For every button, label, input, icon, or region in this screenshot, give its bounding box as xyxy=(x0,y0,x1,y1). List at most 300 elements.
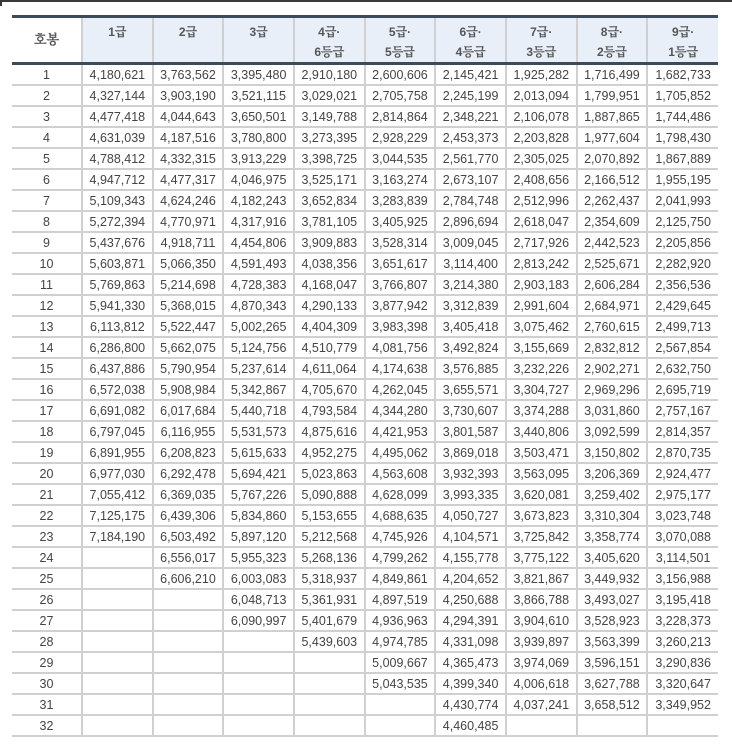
salary-cell: 4,974,785 xyxy=(365,631,436,652)
salary-cell: 5,268,136 xyxy=(294,547,365,568)
salary-cell: 3,939,897 xyxy=(506,631,577,652)
salary-cell: 3,029,021 xyxy=(294,85,365,106)
step-number-cell: 15 xyxy=(12,358,82,379)
salary-cell: 2,673,107 xyxy=(435,169,506,190)
header-label-line2: 5등급 xyxy=(385,45,415,59)
salary-cell xyxy=(153,673,224,694)
step-number-cell: 12 xyxy=(12,295,82,316)
salary-cell: 3,214,380 xyxy=(435,274,506,295)
table-row xyxy=(12,190,718,211)
salary-cell: 4,104,571 xyxy=(435,526,506,547)
step-number-cell: 9 xyxy=(12,232,82,253)
table-row xyxy=(12,127,718,148)
salary-cell: 4,745,926 xyxy=(365,526,436,547)
salary-cell xyxy=(294,673,365,694)
salary-cell: 2,203,828 xyxy=(506,127,577,148)
salary-cell: 4,182,243 xyxy=(223,190,294,211)
table-row xyxy=(12,400,718,421)
salary-cell: 5,694,421 xyxy=(223,463,294,484)
salary-cell: 2,429,645 xyxy=(647,295,718,316)
salary-cell xyxy=(365,715,436,736)
salary-cell: 6,113,812 xyxy=(82,316,153,337)
salary-cell xyxy=(82,568,153,589)
salary-cell: 3,993,335 xyxy=(435,484,506,505)
step-number-cell: 18 xyxy=(12,421,82,442)
salary-cell: 1,682,733 xyxy=(647,64,718,86)
salary-cell: 6,292,478 xyxy=(153,463,224,484)
salary-cell: 3,395,480 xyxy=(223,64,294,86)
salary-cell: 3,440,806 xyxy=(506,421,577,442)
step-number-cell: 23 xyxy=(12,526,82,547)
salary-cell: 4,477,418 xyxy=(82,106,153,127)
salary-cell: 3,206,369 xyxy=(577,463,648,484)
salary-cell xyxy=(647,715,718,736)
header-label-line1: 2급 xyxy=(178,25,198,39)
salary-cell: 4,046,975 xyxy=(223,169,294,190)
salary-cell: 6,048,713 xyxy=(223,589,294,610)
salary-cell: 2,832,812 xyxy=(577,337,648,358)
page-left-border xyxy=(0,0,2,6)
salary-cell: 3,156,988 xyxy=(647,568,718,589)
salary-cell: 3,009,045 xyxy=(435,232,506,253)
salary-cell: 5,043,535 xyxy=(365,673,436,694)
salary-cell: 6,116,955 xyxy=(153,421,224,442)
salary-cell: 3,405,418 xyxy=(435,316,506,337)
salary-cell: 4,591,493 xyxy=(223,253,294,274)
header-grade-6 xyxy=(435,17,506,64)
step-number-cell: 10 xyxy=(12,253,82,274)
salary-cell: 3,650,501 xyxy=(223,106,294,127)
salary-cell: 7,055,412 xyxy=(82,484,153,505)
step-number-cell: 14 xyxy=(12,337,82,358)
salary-cell: 6,797,045 xyxy=(82,421,153,442)
salary-cell: 3,503,471 xyxy=(506,442,577,463)
salary-cell: 5,066,350 xyxy=(153,253,224,274)
salary-cell: 1,798,430 xyxy=(647,127,718,148)
salary-cell: 2,814,864 xyxy=(365,106,436,127)
header-grade-8 xyxy=(577,17,648,64)
salary-cell: 5,603,871 xyxy=(82,253,153,274)
salary-cell xyxy=(223,715,294,736)
salary-cell: 5,272,394 xyxy=(82,211,153,232)
salary-cell xyxy=(82,673,153,694)
table-row xyxy=(12,274,718,295)
salary-cell: 6,003,083 xyxy=(223,568,294,589)
header-row xyxy=(12,17,718,64)
salary-table xyxy=(12,15,718,737)
salary-cell: 3,525,171 xyxy=(294,169,365,190)
salary-cell: 3,801,587 xyxy=(435,421,506,442)
salary-cell: 3,903,190 xyxy=(153,85,224,106)
salary-cell: 5,615,633 xyxy=(223,442,294,463)
header-label-line1: 5급· xyxy=(388,25,412,39)
step-number-cell: 21 xyxy=(12,484,82,505)
salary-cell: 2,041,993 xyxy=(647,190,718,211)
header-label-line1: 3급 xyxy=(249,25,268,39)
salary-cell: 2,910,180 xyxy=(294,64,365,86)
salary-cell: 6,977,030 xyxy=(82,463,153,484)
table-row xyxy=(12,106,718,127)
salary-cell: 4,332,315 xyxy=(153,148,224,169)
table-row xyxy=(12,505,718,526)
salary-cell: 7,125,175 xyxy=(82,505,153,526)
salary-cell: 5,124,756 xyxy=(223,337,294,358)
salary-cell: 3,528,923 xyxy=(577,610,648,631)
salary-cell: 2,245,199 xyxy=(435,85,506,106)
salary-cell: 2,561,770 xyxy=(435,148,506,169)
table-row xyxy=(12,358,718,379)
salary-cell: 3,766,807 xyxy=(365,274,436,295)
salary-cell xyxy=(153,631,224,652)
salary-cell: 2,262,437 xyxy=(577,190,648,211)
salary-cell: 3,398,725 xyxy=(294,148,365,169)
salary-cell: 4,294,391 xyxy=(435,610,506,631)
salary-cell: 4,421,953 xyxy=(365,421,436,442)
header-label-line1: 8급· xyxy=(600,25,624,39)
salary-cell: 2,632,750 xyxy=(647,358,718,379)
salary-cell: 3,070,088 xyxy=(647,526,718,547)
header-grade-5 xyxy=(365,17,436,64)
salary-cell: 5,361,931 xyxy=(294,589,365,610)
salary-cell: 6,437,886 xyxy=(82,358,153,379)
salary-cell: 2,125,750 xyxy=(647,211,718,232)
header-label-line2: 6등급 xyxy=(314,45,345,59)
salary-cell: 6,691,082 xyxy=(82,400,153,421)
header-label-line1: 9급· xyxy=(671,25,695,39)
salary-cell: 4,365,473 xyxy=(435,652,506,673)
salary-cell: 4,187,516 xyxy=(153,127,224,148)
salary-cell: 3,730,607 xyxy=(435,400,506,421)
salary-cell: 5,214,698 xyxy=(153,274,224,295)
salary-cell: 4,174,638 xyxy=(365,358,436,379)
salary-cell: 2,924,477 xyxy=(647,463,718,484)
salary-cell: 4,262,045 xyxy=(365,379,436,400)
header-label-line1: 4급· xyxy=(318,25,341,39)
salary-cell: 5,002,265 xyxy=(223,316,294,337)
table-row xyxy=(12,568,718,589)
salary-cell: 3,260,213 xyxy=(647,631,718,652)
salary-cell: 4,793,584 xyxy=(294,400,365,421)
salary-cell: 2,969,296 xyxy=(577,379,648,400)
salary-cell: 5,023,863 xyxy=(294,463,365,484)
salary-cell xyxy=(223,694,294,715)
salary-cell: 5,368,015 xyxy=(153,295,224,316)
salary-cell: 7,184,190 xyxy=(82,526,153,547)
salary-cell: 4,180,621 xyxy=(82,64,153,86)
salary-cell: 5,531,573 xyxy=(223,421,294,442)
salary-cell: 2,975,177 xyxy=(647,484,718,505)
table-row xyxy=(12,673,718,694)
salary-cell: 4,204,652 xyxy=(435,568,506,589)
salary-cell: 4,399,340 xyxy=(435,673,506,694)
header-grade-1 xyxy=(82,17,153,64)
salary-cell: 6,556,017 xyxy=(153,547,224,568)
header-label-line2: 4등급 xyxy=(455,45,486,59)
salary-cell: 4,344,280 xyxy=(365,400,436,421)
salary-cell: 3,763,562 xyxy=(153,64,224,86)
salary-cell: 5,440,718 xyxy=(223,400,294,421)
table-row xyxy=(12,589,718,610)
salary-cell: 4,611,064 xyxy=(294,358,365,379)
salary-cell: 3,374,288 xyxy=(506,400,577,421)
table-row xyxy=(12,316,718,337)
salary-cell xyxy=(294,715,365,736)
header-label-line2: 1등급 xyxy=(668,45,699,59)
salary-cell: 3,651,617 xyxy=(365,253,436,274)
salary-cell xyxy=(506,715,577,736)
table-row xyxy=(12,547,718,568)
salary-cell: 2,760,615 xyxy=(577,316,648,337)
salary-cell: 5,767,226 xyxy=(223,484,294,505)
header-label-line1: 6급· xyxy=(459,25,482,39)
salary-cell: 3,725,842 xyxy=(506,526,577,547)
salary-cell: 3,114,501 xyxy=(647,547,718,568)
salary-cell: 3,405,925 xyxy=(365,211,436,232)
table-row xyxy=(12,85,718,106)
salary-cell: 3,312,839 xyxy=(435,295,506,316)
step-number-cell: 24 xyxy=(12,547,82,568)
salary-cell: 2,205,856 xyxy=(647,232,718,253)
salary-cell: 3,155,669 xyxy=(506,337,577,358)
table-body xyxy=(12,64,718,737)
salary-cell: 2,991,604 xyxy=(506,295,577,316)
table-row xyxy=(12,64,718,86)
salary-cell: 1,887,865 xyxy=(577,106,648,127)
step-number-cell: 22 xyxy=(12,505,82,526)
salary-cell: 4,875,616 xyxy=(294,421,365,442)
salary-cell: 2,903,183 xyxy=(506,274,577,295)
salary-cell: 4,705,670 xyxy=(294,379,365,400)
step-number-cell: 1 xyxy=(12,64,82,86)
salary-cell: 3,290,836 xyxy=(647,652,718,673)
step-number-cell: 30 xyxy=(12,673,82,694)
salary-cell: 2,453,373 xyxy=(435,127,506,148)
step-number-cell: 4 xyxy=(12,127,82,148)
salary-cell: 4,563,608 xyxy=(365,463,436,484)
salary-cell: 3,349,952 xyxy=(647,694,718,715)
salary-cell: 3,358,774 xyxy=(577,526,648,547)
salary-cell: 3,283,839 xyxy=(365,190,436,211)
salary-cell: 4,044,643 xyxy=(153,106,224,127)
salary-cell: 5,153,655 xyxy=(294,505,365,526)
table-row xyxy=(12,694,718,715)
header-grade-7 xyxy=(506,17,577,64)
salary-cell: 4,317,916 xyxy=(223,211,294,232)
step-number-cell: 17 xyxy=(12,400,82,421)
salary-cell: 1,716,499 xyxy=(577,64,648,86)
salary-cell: 1,867,889 xyxy=(647,148,718,169)
salary-cell: 3,273,395 xyxy=(294,127,365,148)
step-number-cell: 2 xyxy=(12,85,82,106)
salary-cell xyxy=(82,610,153,631)
salary-cell: 3,866,788 xyxy=(506,589,577,610)
salary-cell: 4,510,779 xyxy=(294,337,365,358)
salary-cell: 2,695,719 xyxy=(647,379,718,400)
salary-cell: 2,282,920 xyxy=(647,253,718,274)
salary-cell: 3,228,373 xyxy=(647,610,718,631)
header-label-line2: 2등급 xyxy=(596,45,627,59)
step-number-cell: 6 xyxy=(12,169,82,190)
salary-cell: 6,286,800 xyxy=(82,337,153,358)
salary-cell: 5,522,447 xyxy=(153,316,224,337)
salary-cell: 5,109,343 xyxy=(82,190,153,211)
salary-cell: 2,606,284 xyxy=(577,274,648,295)
salary-cell: 3,449,932 xyxy=(577,568,648,589)
table-header xyxy=(12,17,718,64)
salary-cell: 4,897,519 xyxy=(365,589,436,610)
salary-cell: 5,769,863 xyxy=(82,274,153,295)
salary-cell: 3,031,860 xyxy=(577,400,648,421)
salary-cell: 2,928,229 xyxy=(365,127,436,148)
salary-cell: 3,655,571 xyxy=(435,379,506,400)
salary-cell: 3,596,151 xyxy=(577,652,648,673)
salary-cell: 4,628,099 xyxy=(365,484,436,505)
header-label-line1: 호봉 xyxy=(33,32,60,47)
salary-cell: 3,023,748 xyxy=(647,505,718,526)
salary-cell: 5,834,860 xyxy=(223,505,294,526)
salary-cell: 1,799,951 xyxy=(577,85,648,106)
salary-cell: 6,891,955 xyxy=(82,442,153,463)
salary-cell: 6,503,492 xyxy=(153,526,224,547)
table-row xyxy=(12,337,718,358)
salary-cell xyxy=(153,715,224,736)
table-row xyxy=(12,211,718,232)
salary-cell xyxy=(82,694,153,715)
table-row xyxy=(12,421,718,442)
table-row xyxy=(12,442,718,463)
salary-cell: 2,013,094 xyxy=(506,85,577,106)
salary-cell: 2,499,713 xyxy=(647,316,718,337)
salary-cell xyxy=(577,715,648,736)
salary-cell: 3,320,647 xyxy=(647,673,718,694)
salary-cell: 2,618,047 xyxy=(506,211,577,232)
header-label-line1: 1급 xyxy=(108,25,127,39)
salary-cell: 6,572,038 xyxy=(82,379,153,400)
step-number-cell: 8 xyxy=(12,211,82,232)
salary-cell: 4,799,262 xyxy=(365,547,436,568)
salary-cell: 5,941,330 xyxy=(82,295,153,316)
step-number-cell: 28 xyxy=(12,631,82,652)
salary-cell: 3,909,883 xyxy=(294,232,365,253)
step-number-cell: 27 xyxy=(12,610,82,631)
step-number-cell: 7 xyxy=(12,190,82,211)
table-row xyxy=(12,526,718,547)
salary-cell: 3,563,095 xyxy=(506,463,577,484)
table-row xyxy=(12,295,718,316)
salary-cell: 4,290,133 xyxy=(294,295,365,316)
salary-cell: 4,050,727 xyxy=(435,505,506,526)
step-number-cell: 32 xyxy=(12,715,82,736)
salary-cell: 3,673,823 xyxy=(506,505,577,526)
salary-cell: 2,408,656 xyxy=(506,169,577,190)
salary-cell: 2,870,735 xyxy=(647,442,718,463)
salary-cell: 5,342,867 xyxy=(223,379,294,400)
table-row xyxy=(12,484,718,505)
salary-cell: 3,652,834 xyxy=(294,190,365,211)
salary-cell: 3,075,462 xyxy=(506,316,577,337)
salary-cell: 4,788,412 xyxy=(82,148,153,169)
salary-cell: 3,781,105 xyxy=(294,211,365,232)
salary-cell: 4,006,618 xyxy=(506,673,577,694)
salary-cell: 1,925,282 xyxy=(506,64,577,86)
salary-cell: 4,936,963 xyxy=(365,610,436,631)
salary-cell: 4,081,756 xyxy=(365,337,436,358)
salary-cell: 3,149,788 xyxy=(294,106,365,127)
salary-cell: 6,606,210 xyxy=(153,568,224,589)
table-row xyxy=(12,652,718,673)
salary-cell: 2,600,606 xyxy=(365,64,436,86)
salary-cell: 2,757,167 xyxy=(647,400,718,421)
salary-cell: 3,310,304 xyxy=(577,505,648,526)
table-row xyxy=(12,715,718,736)
salary-cell: 3,780,800 xyxy=(223,127,294,148)
salary-cell: 5,662,075 xyxy=(153,337,224,358)
salary-cell: 5,009,667 xyxy=(365,652,436,673)
salary-cell: 2,145,421 xyxy=(435,64,506,86)
salary-cell: 3,304,727 xyxy=(506,379,577,400)
salary-cell: 3,877,942 xyxy=(365,295,436,316)
salary-cell: 4,728,383 xyxy=(223,274,294,295)
salary-cell: 2,070,892 xyxy=(577,148,648,169)
salary-cell: 2,442,523 xyxy=(577,232,648,253)
table-row xyxy=(12,379,718,400)
salary-cell: 5,237,614 xyxy=(223,358,294,379)
salary-cell: 4,849,861 xyxy=(365,568,436,589)
salary-cell: 3,163,274 xyxy=(365,169,436,190)
salary-cell: 3,983,398 xyxy=(365,316,436,337)
salary-cell: 2,512,996 xyxy=(506,190,577,211)
salary-cell: 3,492,824 xyxy=(435,337,506,358)
salary-cell: 4,631,039 xyxy=(82,127,153,148)
salary-cell: 3,092,599 xyxy=(577,421,648,442)
salary-cell: 5,090,888 xyxy=(294,484,365,505)
table-row xyxy=(12,631,718,652)
salary-cell: 6,017,684 xyxy=(153,400,224,421)
salary-cell: 3,576,885 xyxy=(435,358,506,379)
salary-cell: 4,250,688 xyxy=(435,589,506,610)
step-number-cell: 26 xyxy=(12,589,82,610)
salary-cell: 4,947,712 xyxy=(82,169,153,190)
salary-cell: 4,168,047 xyxy=(294,274,365,295)
step-number-cell: 11 xyxy=(12,274,82,295)
salary-cell: 3,821,867 xyxy=(506,568,577,589)
salary-cell: 2,896,694 xyxy=(435,211,506,232)
salary-cell: 3,232,226 xyxy=(506,358,577,379)
table-row xyxy=(12,232,718,253)
salary-cell: 6,369,035 xyxy=(153,484,224,505)
salary-cell xyxy=(82,652,153,673)
salary-cell: 6,439,306 xyxy=(153,505,224,526)
salary-cell: 4,155,778 xyxy=(435,547,506,568)
salary-cell: 4,038,356 xyxy=(294,253,365,274)
salary-cell: 5,955,323 xyxy=(223,547,294,568)
page-top-border xyxy=(0,0,732,2)
salary-cell: 3,658,512 xyxy=(577,694,648,715)
salary-cell xyxy=(223,652,294,673)
salary-cell: 3,259,402 xyxy=(577,484,648,505)
salary-cell: 1,977,604 xyxy=(577,127,648,148)
salary-cell: 4,327,144 xyxy=(82,85,153,106)
salary-cell: 5,437,676 xyxy=(82,232,153,253)
salary-cell: 5,401,679 xyxy=(294,610,365,631)
salary-cell: 3,528,314 xyxy=(365,232,436,253)
salary-cell: 4,331,098 xyxy=(435,631,506,652)
salary-cell: 3,150,802 xyxy=(577,442,648,463)
salary-cell: 3,627,788 xyxy=(577,673,648,694)
table-row xyxy=(12,610,718,631)
salary-cell: 4,918,711 xyxy=(153,232,224,253)
salary-cell: 2,567,854 xyxy=(647,337,718,358)
